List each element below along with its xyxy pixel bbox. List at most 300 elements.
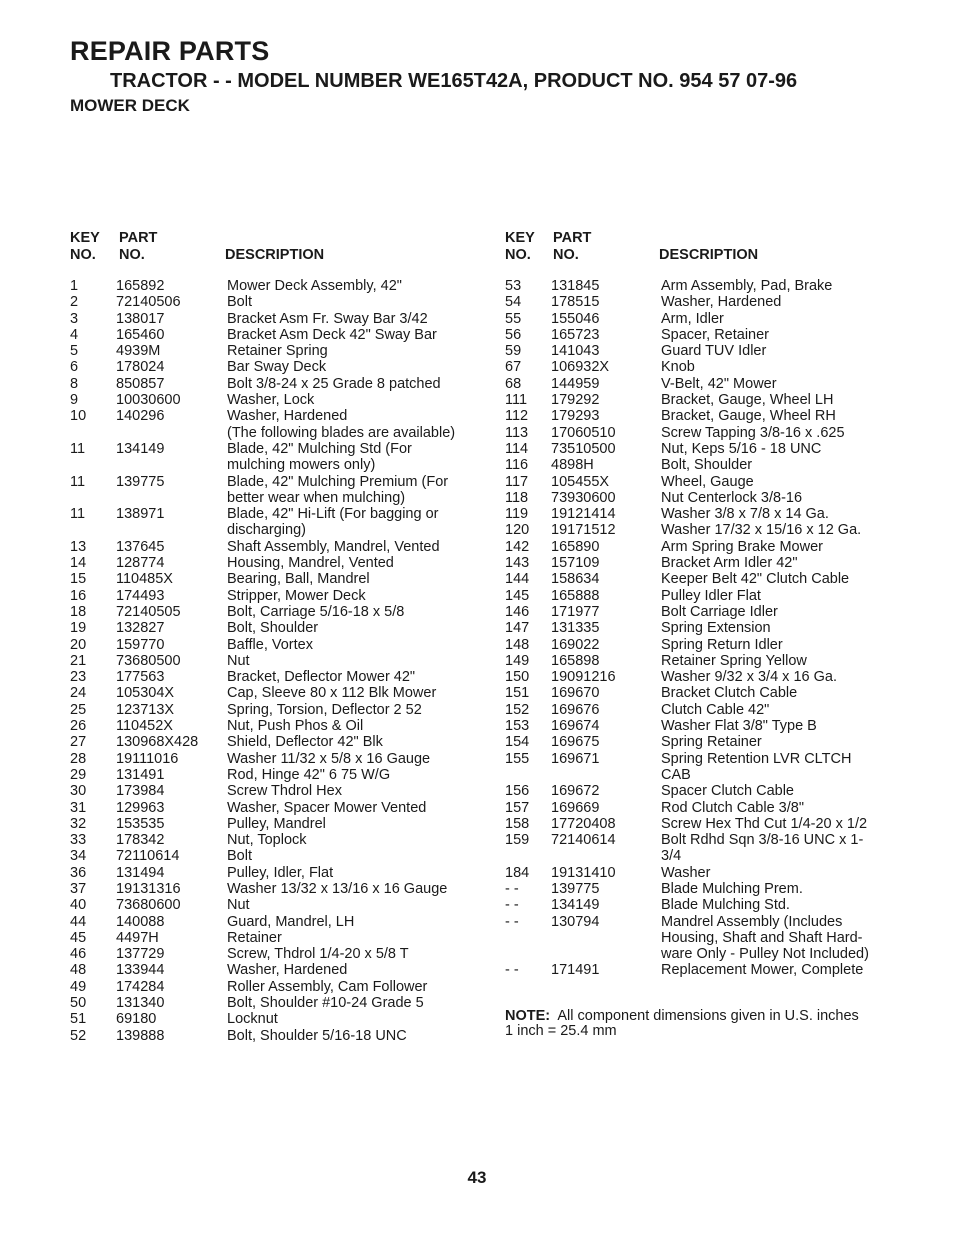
part-number-cell: 169669 (551, 799, 600, 816)
part-number-cell: 131845 (551, 278, 600, 294)
key-cell: 18 (70, 603, 87, 620)
description-cell: Bracket Asm Deck 42" Sway Bar (227, 326, 437, 343)
part-number-cell: 159770 (116, 636, 165, 653)
description-cell: Bracket Clutch Cable (661, 685, 798, 702)
description-cell: Shield, Deflector 42" Blk (227, 734, 383, 751)
key-cell: 11 (70, 473, 86, 490)
page-title: REPAIR PARTS (70, 36, 270, 66)
key-cell: 145 (505, 587, 530, 604)
description-cell: Bar Sway Deck (227, 359, 327, 376)
part-number-cell: 138017 (116, 310, 165, 327)
part-number-cell: 133944 (116, 962, 165, 979)
parts-table-right (505, 230, 895, 1040)
key-cell: 10 (70, 408, 87, 425)
key-cell: 119 (505, 506, 529, 523)
description-cell: Washer, Hardened (227, 408, 348, 425)
key-cell: 54 (505, 294, 522, 311)
description-cell: Blade, 42" Hi-Lift (For bagging or (227, 506, 439, 523)
description-cell: CAB (661, 766, 691, 783)
table-row (505, 946, 895, 962)
description-cell: Washer 17/32 x 15/16 x 12 Ga. (661, 522, 862, 539)
table-row (70, 1028, 480, 1044)
table-row (70, 734, 480, 750)
table-row (70, 588, 480, 604)
part-number-cell: 69180 (116, 1011, 157, 1028)
table-row (70, 1011, 480, 1027)
part-number-cell (551, 767, 661, 783)
part-number-cell: 165890 (551, 538, 600, 555)
part-number-cell: 10030600 (116, 392, 181, 409)
key-cell: 31 (70, 799, 87, 816)
description-cell: Bolt, Shoulder #10-24 Grade 5 (227, 995, 424, 1012)
part-number-cell: 169672 (551, 783, 600, 800)
description-cell: Bracket, Deflector Mower 42" (227, 669, 416, 686)
table-row (70, 914, 480, 930)
description-cell: Pulley Idler Flat (661, 587, 761, 604)
description-cell: Washer, Hardened (661, 294, 782, 311)
table-row (70, 457, 480, 473)
description-cell: Pulley, Mandrel (227, 815, 326, 832)
table-row (505, 832, 895, 848)
key-cell: 11 (70, 506, 86, 523)
table-row (70, 392, 480, 408)
table-row (70, 506, 480, 522)
key-cell: 158 (505, 815, 530, 832)
description-cell: Wheel, Gauge (661, 473, 754, 490)
table-row (70, 327, 480, 343)
part-header-top: PART (119, 230, 158, 246)
table-row (70, 294, 480, 310)
table-row (70, 783, 480, 799)
key-cell: 3 (70, 310, 79, 327)
description-cell: Bolt (227, 294, 252, 311)
key-cell: 112 (505, 408, 529, 425)
description-cell: Retainer Spring (227, 343, 328, 360)
part-number-cell: 19131316 (116, 880, 181, 897)
part-number-cell: 4497H (116, 929, 159, 946)
key-cell: 27 (70, 734, 87, 751)
part-number-cell: 140296 (116, 408, 165, 425)
description-cell: Washer, Hardened (227, 962, 348, 979)
key-cell: 120 (505, 522, 530, 539)
description-cell: Nut Centerlock 3/8-16 (661, 489, 803, 506)
part-number-cell: 4898H (551, 457, 594, 474)
key-cell: 28 (70, 750, 87, 767)
part-number-cell: 169022 (551, 636, 600, 653)
description-cell: Nut, Keps 5/16 - 18 UNC (661, 440, 822, 457)
description-cell: Screw, Thdrol 1/4-20 x 5/8 T (227, 946, 409, 963)
part-number-cell (551, 946, 661, 962)
part-number-cell: 130968X428 (116, 734, 199, 751)
part-number-cell: 179293 (551, 408, 600, 425)
key-cell: 33 (70, 832, 87, 849)
table-row (505, 359, 895, 375)
part-number-cell: 73510500 (551, 440, 616, 457)
description-cell: Bolt 3/8-24 x 25 Grade 8 patched (227, 375, 441, 392)
table-row (70, 685, 480, 701)
table-row (70, 620, 480, 636)
key-cell: 157 (505, 799, 530, 816)
table-row (505, 881, 895, 897)
key-cell: 55 (505, 310, 522, 327)
description-cell: Bolt, Shoulder 5/16-18 UNC (227, 1027, 407, 1044)
description-cell: Screw Tapping 3/8-16 x .625 (661, 424, 845, 441)
part-number-cell: 131491 (116, 766, 165, 783)
table-row (70, 702, 480, 718)
table-row (70, 897, 480, 913)
key-header-top: KEY (505, 230, 535, 246)
note (505, 1009, 895, 1040)
table-row (70, 865, 480, 881)
table-row (505, 522, 895, 538)
description-cell: Bolt, Carriage 5/16-18 x 5/8 (227, 603, 405, 620)
table-row (505, 962, 895, 978)
part-number-cell: 131494 (116, 864, 165, 881)
key-cell: 147 (505, 620, 530, 637)
table-row (70, 881, 480, 897)
part-number-cell: 171977 (551, 603, 600, 620)
key-cell (505, 930, 551, 946)
part-number-cell: 171491 (551, 962, 600, 979)
part-number-cell: 139888 (116, 1027, 165, 1044)
table-row (70, 718, 480, 734)
part-number-cell: 165892 (116, 278, 165, 294)
table-row (70, 522, 480, 538)
description-cell: Spacer Clutch Cable (661, 783, 794, 800)
part-number-cell: 137729 (116, 946, 165, 963)
description-cell: Mandrel Assembly (Includes (661, 913, 843, 930)
key-cell (70, 522, 116, 538)
description-cell: discharging) (227, 522, 306, 539)
description-cell: Washer 13/32 x 13/16 x 16 Gauge (227, 880, 448, 897)
table-row (505, 392, 895, 408)
description-cell: Locknut (227, 1011, 278, 1028)
key-cell: 50 (70, 995, 87, 1012)
key-cell: 2 (70, 294, 79, 311)
table-row (505, 865, 895, 881)
key-cell: 45 (70, 929, 87, 946)
description-cell: Nut, Toplock (227, 832, 307, 849)
key-cell: 151 (505, 685, 530, 702)
part-number-cell: 139775 (551, 880, 600, 897)
table-row (505, 897, 895, 913)
description-cell: Guard, Mandrel, LH (227, 913, 355, 930)
table-row (70, 571, 480, 587)
part-number-cell: 158634 (551, 571, 600, 588)
table-row (70, 637, 480, 653)
description-cell: Arm, Idler (661, 310, 724, 327)
part-number-cell: 178342 (116, 832, 165, 849)
key-cell: 37 (70, 880, 87, 897)
part-number-cell: 19171512 (551, 522, 616, 539)
description-cell: Screw Thdrol Hex (227, 783, 342, 800)
description-cell: Bolt, Shoulder (661, 457, 753, 474)
key-cell (70, 490, 116, 506)
description-cell: Nut (227, 652, 250, 669)
description-cell: Retainer Spring Yellow (661, 652, 807, 669)
description-cell: Washer Flat 3/8" Type B (661, 718, 817, 735)
key-cell: 49 (70, 978, 87, 995)
part-number-cell: 169674 (551, 718, 600, 735)
table-row (70, 979, 480, 995)
key-cell: 184 (505, 864, 530, 881)
key-cell: 68 (505, 375, 522, 392)
description-cell: Bracket Asm Fr. Sway Bar 3/42 (227, 310, 428, 327)
table-row (505, 620, 895, 636)
table-row (70, 767, 480, 783)
part-number-cell: 165723 (551, 326, 600, 343)
key-cell: 4 (70, 326, 79, 343)
table-body (505, 278, 895, 979)
description-cell: Housing, Shaft and Shaft Hard- (661, 929, 863, 946)
table-row (70, 930, 480, 946)
key-cell: 40 (70, 897, 87, 914)
description-cell: Screw Hex Thd Cut 1/4-20 x 1/2 (661, 815, 868, 832)
key-cell: 150 (505, 669, 530, 686)
description-cell: Bracket, Gauge, Wheel RH (661, 408, 836, 425)
description-cell: mulching mowers only) (227, 457, 376, 474)
part-number-cell: 169676 (551, 701, 600, 718)
part-header-bottom: NO. (553, 247, 579, 263)
part-number-cell: 73930600 (551, 489, 616, 506)
table-row (505, 914, 895, 930)
part-number-cell: 138971 (116, 506, 165, 523)
description-cell: Washer 9/32 x 3/4 x 16 Ga. (661, 669, 837, 686)
description-cell: Retainer (227, 929, 282, 946)
key-cell: 14 (70, 555, 87, 572)
part-number-cell: 129963 (116, 799, 165, 816)
description-header: DESCRIPTION (225, 247, 325, 263)
description-cell: (The following blades are available) (227, 424, 456, 441)
part-number-cell: 106932X (551, 359, 610, 376)
part-header-top: PART (553, 230, 592, 246)
part-number-cell: 17060510 (551, 424, 616, 441)
key-cell: 11 (70, 440, 86, 457)
key-cell (70, 457, 116, 473)
description-cell: Cap, Sleeve 80 x 112 Blk Mower (227, 685, 437, 702)
table-row (505, 278, 895, 294)
table-row (505, 783, 895, 799)
description-cell: Spring Extension (661, 620, 771, 637)
part-number-cell: 178024 (116, 359, 165, 376)
key-cell: 154 (505, 734, 530, 751)
key-cell: 51 (70, 1011, 87, 1028)
table-row (70, 751, 480, 767)
description-cell: Keeper Belt 42" Clutch Cable (661, 571, 850, 588)
description-cell: 3/4 (661, 848, 682, 865)
part-number-cell: 19131410 (551, 864, 616, 881)
part-number-cell (116, 490, 227, 506)
part-number-cell: 73680600 (116, 897, 181, 914)
note-text: All component dimensions given in U.S. inches (557, 1007, 859, 1024)
part-number-cell: 19111016 (116, 750, 179, 767)
key-cell: 67 (505, 359, 522, 376)
key-cell (505, 848, 551, 864)
key-cell: 30 (70, 783, 87, 800)
table-row (505, 408, 895, 424)
key-cell: 19 (70, 620, 87, 637)
key-cell: 5 (70, 343, 79, 360)
part-number-cell: 132827 (116, 620, 165, 637)
table-row (70, 539, 480, 555)
description-cell: Bolt, Shoulder (227, 620, 319, 637)
table-header (70, 230, 480, 278)
table-row (505, 637, 895, 653)
part-number-cell: 130794 (551, 913, 600, 930)
description-cell: Bearing, Ball, Mandrel (227, 571, 370, 588)
key-cell: 36 (70, 864, 87, 881)
table-row (70, 800, 480, 816)
part-number-cell (551, 848, 661, 864)
description-cell: Bolt Carriage Idler (661, 603, 778, 620)
part-number-cell: 177563 (116, 669, 165, 686)
part-number-cell: 19121414 (551, 506, 616, 523)
table-row (70, 278, 480, 294)
description-cell: Nut (227, 897, 250, 914)
description-cell: ware Only - Pulley Not Included) (661, 946, 869, 963)
description-cell: Shaft Assembly, Mandrel, Vented (227, 538, 440, 555)
part-number-cell: 144959 (551, 375, 600, 392)
description-cell: V-Belt, 42" Mower (661, 375, 777, 392)
description-cell: Roller Assembly, Cam Follower (227, 978, 428, 995)
key-cell: 32 (70, 815, 87, 832)
table-row (70, 848, 480, 864)
key-cell: 155 (505, 750, 530, 767)
key-cell: - - (505, 962, 519, 979)
description-cell: Rod Clutch Cable 3/8" (661, 799, 804, 816)
description-cell: Bracket, Gauge, Wheel LH (661, 392, 834, 409)
key-cell: 25 (70, 701, 87, 718)
description-cell: Spring, Torsion, Deflector 2 52 (227, 701, 422, 718)
key-cell: - - (505, 897, 519, 914)
key-cell: 116 (505, 457, 529, 474)
key-cell: 34 (70, 848, 87, 865)
key-cell: 114 (505, 440, 529, 457)
key-cell: 146 (505, 603, 530, 620)
description-cell: Rod, Hinge 42" 6 75 W/G (227, 766, 391, 783)
table-row (70, 669, 480, 685)
table-row (70, 832, 480, 848)
table-row (505, 555, 895, 571)
key-cell: 16 (70, 587, 87, 604)
page-subtitle: TRACTOR - - MODEL NUMBER WE165T42A, PRODUCT NO. 954 57 07-96 (110, 70, 798, 92)
description-cell: Spring Return Idler (661, 636, 783, 653)
table-header (505, 230, 895, 278)
table-row (70, 311, 480, 327)
part-number-cell (116, 457, 227, 473)
part-number-cell (116, 425, 227, 441)
description-cell: Washer 3/8 x 7/8 x 14 Ga. (661, 506, 829, 523)
part-number-cell: 73680500 (116, 652, 181, 669)
key-cell (505, 946, 551, 962)
table-row (505, 588, 895, 604)
key-cell: 143 (505, 555, 530, 572)
parts-table-left (70, 230, 480, 1044)
key-cell: 46 (70, 946, 87, 963)
description-cell: Bolt Rdhd Sqn 3/8-16 UNC x 1- (661, 832, 864, 849)
table-row (505, 539, 895, 555)
table-row (70, 604, 480, 620)
part-number-cell: 72140506 (116, 294, 181, 311)
table-row (70, 408, 480, 424)
table-row (70, 376, 480, 392)
table-row (505, 327, 895, 343)
key-cell: 142 (505, 538, 530, 555)
note-label: NOTE: (505, 1007, 551, 1024)
part-number-cell: 173984 (116, 783, 165, 800)
key-cell: 144 (505, 571, 530, 588)
table-row (70, 490, 480, 506)
part-number-cell: 153535 (116, 815, 165, 832)
table-row (70, 474, 480, 490)
description-cell: Blade Mulching Std. (661, 897, 790, 914)
key-cell: 48 (70, 962, 87, 979)
description-cell: Washer, Lock (227, 392, 315, 409)
part-number-cell: 169670 (551, 685, 600, 702)
part-number-cell: 134149 (116, 440, 165, 457)
description-cell: Washer 11/32 x 5/8 x 16 Gauge (227, 750, 431, 767)
description-cell: Blade, 42" Mulching Std (For (227, 440, 412, 457)
table-row (505, 343, 895, 359)
key-cell: 152 (505, 701, 530, 718)
key-cell: 59 (505, 343, 522, 360)
table-row (70, 555, 480, 571)
part-number-cell: 123713X (116, 701, 175, 718)
key-cell: 9 (70, 392, 79, 409)
table-row (505, 800, 895, 816)
key-header-top: KEY (70, 230, 100, 246)
key-cell: 56 (505, 326, 522, 343)
description-cell: Knob (661, 359, 695, 376)
key-cell: 53 (505, 278, 522, 294)
part-number-cell: 140088 (116, 913, 165, 930)
description-cell: Arm Spring Brake Mower (661, 538, 823, 555)
part-number-cell: 17720408 (551, 815, 616, 832)
table-row (505, 490, 895, 506)
key-cell: 21 (70, 652, 87, 669)
description-cell: Bracket Arm Idler 42" (661, 555, 798, 572)
key-cell: 159 (505, 832, 530, 849)
key-cell: 118 (505, 489, 529, 506)
part-number-cell: 165898 (551, 652, 600, 669)
key-cell (70, 425, 116, 441)
description-cell: Washer, Spacer Mower Vented (227, 799, 427, 816)
part-number-cell: 128774 (116, 555, 165, 572)
part-number-cell: 174493 (116, 587, 165, 604)
table-row (505, 425, 895, 441)
part-number-cell: 155046 (551, 310, 600, 327)
part-number-cell: 105304X (116, 685, 175, 702)
table-row (70, 995, 480, 1011)
table-row (505, 474, 895, 490)
table-row (505, 506, 895, 522)
table-row (505, 376, 895, 392)
description-cell: Spacer, Retainer (661, 326, 770, 343)
key-cell: 44 (70, 913, 87, 930)
part-number-cell: 165460 (116, 326, 165, 343)
table-row (70, 359, 480, 375)
description-cell: Spring Retention LVR CLTCH (661, 750, 852, 767)
table-row (505, 604, 895, 620)
key-cell: 6 (70, 359, 79, 376)
description-cell: Pulley, Idler, Flat (227, 864, 334, 881)
description-cell: Guard TUV Idler (661, 343, 767, 360)
key-cell (505, 767, 551, 783)
table-row (505, 767, 895, 783)
table-row (505, 685, 895, 701)
part-header-bottom: NO. (119, 247, 145, 263)
description-cell: Spring Retainer (661, 734, 762, 751)
